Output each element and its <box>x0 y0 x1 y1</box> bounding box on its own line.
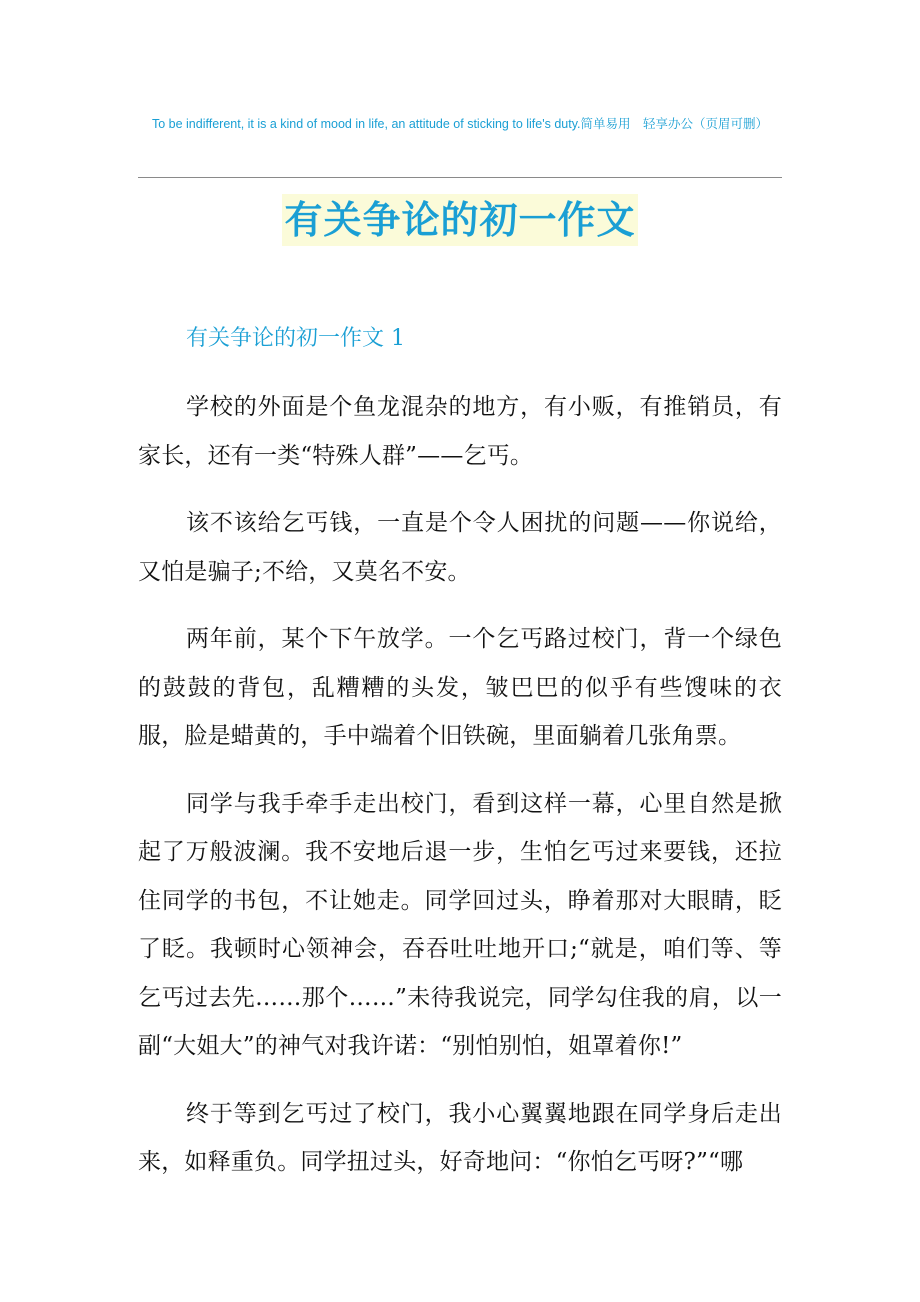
title-container <box>0 194 920 246</box>
document-body <box>138 383 782 1206</box>
paragraph: 两年前，某个下午放学。一个乞丐路过校门，背一个绿色的鼓鼓的背包，乱糟糟的头发，皱巴巴的似乎有些馊味的衣服，脸是蜡黄的，手中端着个旧铁碗，里面躺着几张角票。 <box>138 626 782 749</box>
page-header-text: To be indifferent, it is a kind of mood in life, an attitude of sticking to life's duty.简单易用 轻享办公（页眉可删） <box>151 117 769 131</box>
document-title: 有关争论的初一作文 <box>282 194 637 246</box>
paragraph: 该不该给乞丐钱，一直是个令人困扰的问题——你说给，又怕是骗子;不给，又莫名不安。 <box>138 510 782 585</box>
section-heading: 有关争论的初一作文 1 <box>186 326 405 351</box>
paragraph: 同学与我手牵手走出校门，看到这样一幕，心里自然是掀起了万般波澜。我不安地后退一步，生怕乞丐过来要钱，还拉住同学的书包，不让她走。同学回过头，睁着那对大眼睛，眨了眨。我顿时心领神会，吞吞吐吐地开口;“就是，咱们等、等乞丐过去先……那个……”未待我说完，同学勾住我的肩，以一副“大姐大”的神气对我许诺：“别怕别怕，姐罩着你!” <box>138 790 782 1059</box>
paragraph: 学校的外面是个鱼龙混杂的地方，有小贩，有推销员，有家长，还有一类“特殊人群”——乞丐。 <box>138 394 782 469</box>
header-divider <box>138 177 782 178</box>
paragraph: 终于等到乞丐过了校门，我小心翼翼地跟在同学身后走出来，如释重负。同学扭过头，好奇地问：“你怕乞丐呀?”“哪 <box>138 1100 782 1175</box>
